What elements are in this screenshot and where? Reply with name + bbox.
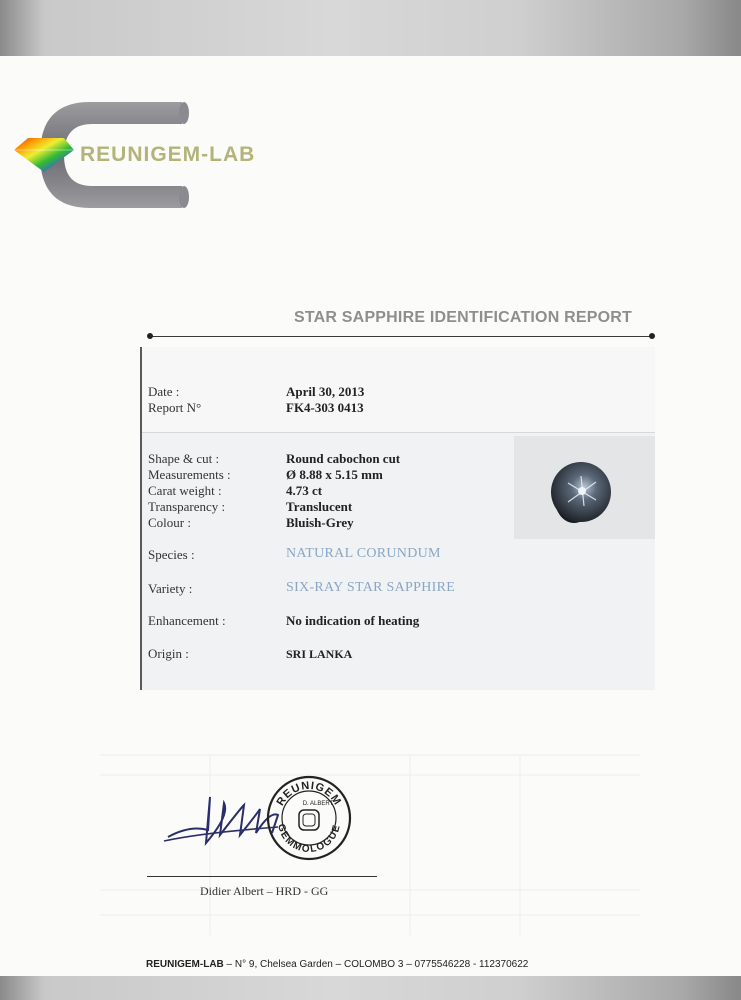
bottom-grey-band xyxy=(0,976,741,1000)
transparency-value: Translucent xyxy=(286,499,353,514)
species-value: NATURAL CORUNDUM xyxy=(286,546,441,561)
carat-value: 4.73 ct xyxy=(286,483,323,498)
gem-photo xyxy=(514,436,655,539)
seal-mid-text: D. ALBERT xyxy=(302,801,334,807)
title-divider-right-dot xyxy=(649,333,655,339)
date-value: April 30, 2013 xyxy=(286,384,365,399)
colour-value: Bluish-Grey xyxy=(286,515,354,530)
origin-value: SRI LANKA xyxy=(286,647,353,661)
title-divider xyxy=(150,336,652,337)
species-label: Species : xyxy=(148,547,195,562)
measurements-value: Ø 8.88 x 5.15 mm xyxy=(286,467,383,482)
shape-label: Shape & cut : xyxy=(148,451,220,466)
colour-label: Colour : xyxy=(148,515,191,530)
date-label: Date : xyxy=(148,384,180,399)
star-sapphire-image xyxy=(514,436,655,539)
seal-bottom-text: GEMMOLOGUE xyxy=(275,822,343,856)
transparency-label: Transparency : xyxy=(148,499,226,514)
top-grey-band xyxy=(0,0,741,56)
panel-left-rule xyxy=(140,347,142,690)
gemmologue-seal-stamp xyxy=(266,775,352,861)
footer-street: – N° 9, Chelsea Garden – xyxy=(223,959,344,970)
seal-top-text: REUNIGEM xyxy=(274,779,344,808)
report-header-section xyxy=(140,347,655,433)
enhancement-value: No indication of heating xyxy=(286,613,420,628)
signer-name: Didier Albert – HRD - GG xyxy=(200,884,329,898)
carat-label: Carat weight : xyxy=(148,483,222,498)
enhancement-label: Enhancement : xyxy=(148,613,226,628)
signature-line xyxy=(147,876,377,877)
panel-separator xyxy=(142,432,655,433)
footer-lab-name: REUNIGEM-LAB xyxy=(146,959,224,970)
report-number-value: FK4-303 0413 xyxy=(286,400,364,415)
origin-label: Origin : xyxy=(148,646,189,661)
measurements-label: Measurements : xyxy=(148,467,231,482)
report-title: STAR SAPPHIRE IDENTIFICATION REPORT xyxy=(294,309,632,326)
shape-value: Round cabochon cut xyxy=(286,451,401,466)
title-divider-left-dot xyxy=(147,333,153,339)
footer-address xyxy=(146,959,528,970)
report-number-label: Report N° xyxy=(148,400,202,415)
variety-value: SIX-RAY STAR SAPPHIRE xyxy=(286,580,456,595)
lab-name-logo-text: REUNIGEM-LAB xyxy=(80,143,256,166)
footer-city-phone: COLOMBO 3 – 0775546228 - 112370622 xyxy=(343,959,529,970)
variety-label: Variety : xyxy=(148,581,193,596)
